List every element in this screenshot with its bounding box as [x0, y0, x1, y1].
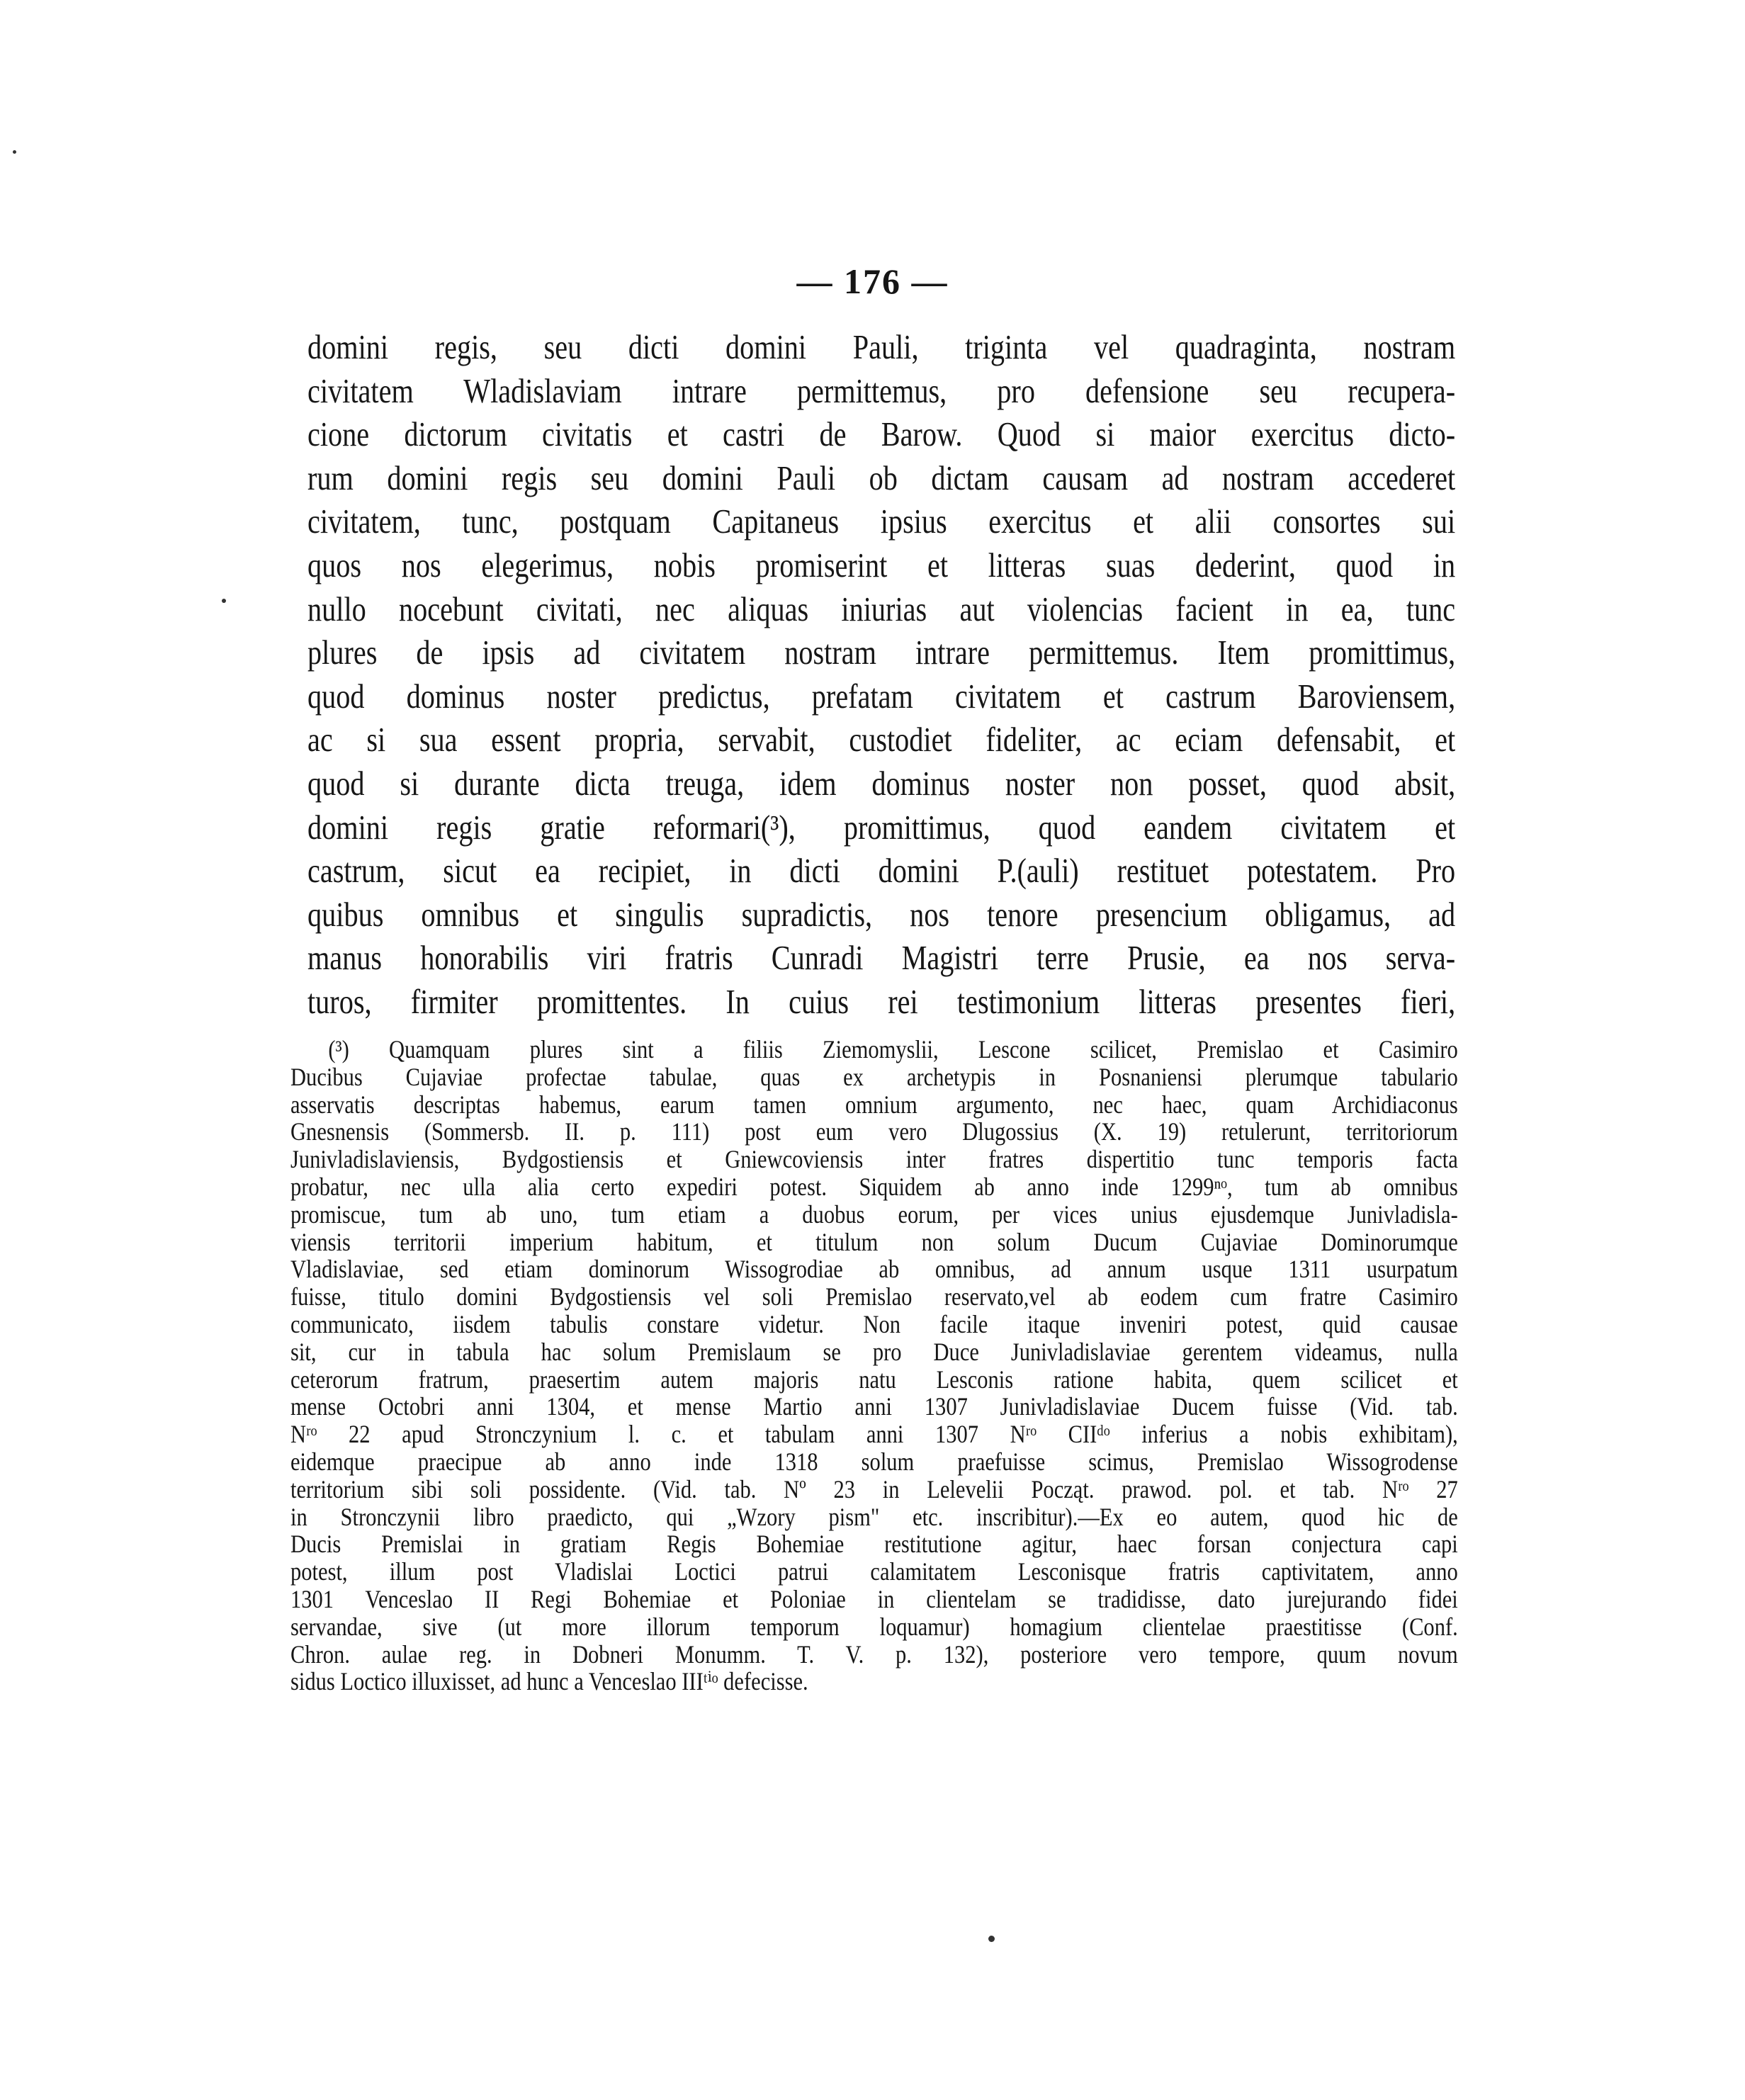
footnote-line: mense Octobri anni 1304, et mense Martio anni 1307 Junivladislaviae Ducem fuisse (Vid. tab.	[290, 1392, 1458, 1421]
main-text-line: quibus omnibus et singulis supradictis, nos tenore presencium obligamus, ad	[307, 896, 1456, 934]
main-text-line: plures de ipsis ad civitatem nostram intrare permittemus. Item promittimus,	[307, 634, 1456, 672]
main-text-line: cione dictorum civitatis et castri de Barow. Quod si maior exercitus dicto-	[307, 416, 1456, 454]
scan-speck	[988, 1936, 995, 1942]
main-text-line: ac si sua essent propria, servabit, custodiet fideliter, ac eciam defensabit, et	[307, 721, 1456, 760]
main-text-line: civitatem Wladislaviam intrare permittemus, pro defensione seu recupera-	[307, 372, 1456, 410]
main-text-line: domini regis gratie reformari(³), promittimus, quod eandem civitatem et	[307, 808, 1456, 847]
main-text-line: castrum, sicut ea recipiet, in dicti domini P.(auli) restituet potestatem. Pro	[307, 852, 1456, 891]
scan-speck	[222, 599, 226, 603]
footnote-line: ceterorum fratrum, praesertim autem majoris natu Lesconis ratione habita, quem scilicet et	[290, 1365, 1458, 1394]
footnote-line: Nʳᵒ 22 apud Stronczynium l. c. et tabulam anni 1307 Nʳᵒ CIIᵈᵒ inferius a nobis exhibitam),	[290, 1420, 1458, 1449]
main-text-line: manus honorabilis viri fratris Cunradi Magistri terre Prusie, ea nos serva-	[307, 939, 1456, 978]
footnote-line: communicato, iisdem tabulis constare videtur. Non facile itaque inveniri potest, quid causae	[290, 1309, 1458, 1338]
footnote-line: probatur, nec ulla alia certo expediri potest. Siquidem ab anno inde 1299ⁿᵒ, tum ab omnibus	[290, 1172, 1458, 1201]
scan-speck	[13, 150, 16, 154]
page-number: — 176 —	[796, 261, 949, 301]
footnote-line: territorium sibi soli possidente. (Vid. tab. Nº 23 in Lelevelii Począt. prawod. pol. et tab. Nʳᵒ 27	[290, 1474, 1458, 1503]
main-text	[307, 326, 1455, 1024]
main-text-line: nullo nocebunt civitati, nec aliquas iniurias aut violencias facient in ea, tunc	[307, 590, 1456, 628]
main-text-line: quod dominus noster predictus, prefatam civitatem et castrum Baroviensem,	[307, 677, 1456, 716]
footnote-line: viensis territorii imperium habitum, et titulum non solum Ducum Cujaviae Dominorumque	[290, 1227, 1458, 1256]
footnote-line: servandae, sive (ut more illorum temporum loquamur) homagium clientelae praestitisse (Conf.	[290, 1612, 1458, 1641]
footnote-line: Chron. aulae reg. in Dobneri Monumm. T. V. p. 132), posteriore vero tempore, quum novum	[290, 1639, 1458, 1669]
footnote-line: asservatis descriptas habemus, earum tamen omnium argumento, nec haec, quam Archidiaconus	[290, 1090, 1458, 1119]
footnote-line: fuisse, titulo domini Bydgostiensis vel soli Premislao reservato,vel ab eodem cum fratre Casimiro	[290, 1282, 1458, 1311]
main-text-line: domini regis, seu dicti domini Pauli, triginta vel quadraginta, nostram	[307, 329, 1456, 366]
footnote-line: potest, illum post Vladislai Loctici patrui calamitatem Lesconisque fratris captivitatem, anno	[290, 1557, 1458, 1586]
footnote-line: Ducis Premislai in gratiam Regis Bohemiae restitutione agitur, haec forsan conjectura capi	[290, 1530, 1458, 1559]
footnote-line: eidemque praecipue ab anno inde 1318 solum praefuisse scimus, Premislao Wissogrodense	[290, 1447, 1458, 1476]
footnote-line: promiscue, tum ab uno, tum etiam a duobus eorum, per vices unius ejusdemque Junivladisla-	[290, 1199, 1458, 1229]
footnote-line: (³) Quamquam plures sint a filiis Ziemomyslii, Lescone scilicet, Premislao et Casimiro	[328, 1035, 1458, 1063]
footnote-line: sidus Loctico illuxisset, ad hunc a Venceslao IIIᵗⁱᵒ defecisse.	[290, 1667, 808, 1696]
main-text-line: quod si durante dicta treuga, idem dominus noster non posset, quod absit,	[307, 764, 1456, 803]
footnote-line: Junivladislaviensis, Bydgostiensis et Gniewcoviensis inter fratres dispertitio tunc temporis facta	[290, 1145, 1458, 1174]
main-text-line: quos nos elegerimus, nobis promiserint et litteras suas dederint, quod in	[307, 546, 1456, 585]
footnote-line: sit, cur in tabula hac solum Premislaum se pro Duce Junivladislaviae gerentem videamus, nulla	[290, 1337, 1458, 1366]
footnote-line: in Stronczynii libro praedicto, qui „Wzory pism" etc. inscribitur).—Ex eo autem, quod hic de	[290, 1502, 1458, 1531]
footnote-block	[290, 1036, 1458, 1695]
main-text-line: rum domini regis seu domini Pauli ob dictam causam ad nostram accederet	[307, 459, 1456, 497]
main-text-line: civitatem, tunc, postquam Capitaneus ipsius exercitus et alii consortes sui	[307, 503, 1456, 541]
footnote-line: 1301 Venceslao II Regi Bohemiae et Poloniae in clientelam se tradidisse, dato jurejurando fidei	[290, 1584, 1458, 1613]
footnote-line: Vladislaviae, sed etiam dominorum Wissogrodiae ab omnibus, ad annum usque 1311 usurpatum	[290, 1255, 1458, 1284]
footnote-line: Gnesnensis (Sommersb. II. p. 111) post eum vero Dlugossius (X. 19) retulerunt, territoriorum	[290, 1117, 1458, 1146]
footnote-line: Ducibus Cujaviae profectae tabulae, quas ex archetypis in Posnaniensi plerumque tabulario	[290, 1062, 1458, 1091]
main-text-line: turos, firmiter promittentes. In cuius rei testimonium litteras presentes fieri,	[307, 983, 1456, 1021]
